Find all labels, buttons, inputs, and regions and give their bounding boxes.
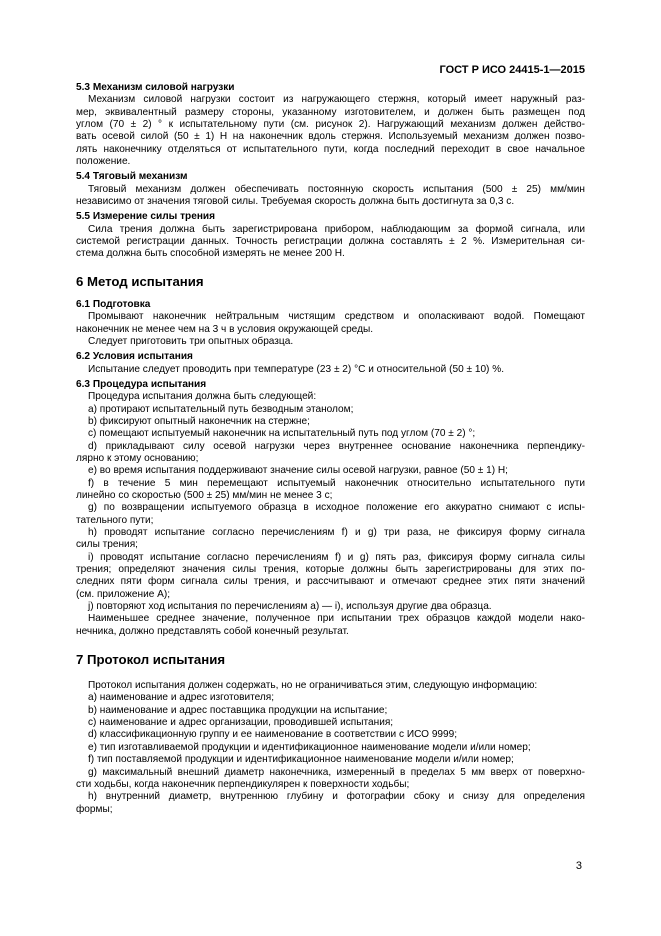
text-line: e) во время испытания поддерживают значение силы осевой нагрузки, равное (50 ± 1) Н; bbox=[88, 465, 508, 477]
document-header: ГОСТ Р ИСО 24415-1—2015 bbox=[439, 64, 585, 76]
text-line: линейно со скоростью (500 ± 25) мм/мин не менее 3 с; bbox=[76, 489, 333, 501]
section-5-4-title: 5.4 Тяговый механизм bbox=[76, 171, 188, 183]
text-line: наконечник не менее чем на 3 ч в условия окружающей среды. bbox=[76, 323, 374, 335]
text-line: нечника, должно представлять собой конечный результат. bbox=[76, 625, 349, 637]
text-line: Протокол испытания должен содержать, но не ограничиваться этим, следующую информацию: bbox=[88, 680, 538, 692]
document-body bbox=[76, 82, 585, 816]
section-6-1-title: 6.1 Подготовка bbox=[76, 298, 151, 310]
text-line: Сила трения должна быть зарегистрирована прибором, наблюдающим за формой сигнала, или bbox=[88, 223, 585, 235]
text-line: системой регистрации данных. Точность регистрации должна составлять ± 2 %. Измерительная си- bbox=[76, 236, 585, 248]
text-line: трения; определяют значения силы трения, которые должны быть зарегистрированы для этих по- bbox=[76, 564, 585, 576]
text-line: g) максимальный внешний диаметр наконечника, измеренный в пределах 5 мм вверх от поверхно- bbox=[88, 766, 585, 778]
section-5-3-body bbox=[76, 94, 585, 168]
text-line: a) протирают испытательный путь безводным этанолом; bbox=[88, 403, 354, 415]
section-6-1-body bbox=[76, 311, 585, 348]
section-6-3-title: 6.3 Процедура испытания bbox=[76, 378, 207, 390]
text-line: вать осевой силой (50 ± 1) Н на наконечник вдоль стержня. Используемый механизм должен позво- bbox=[76, 131, 585, 143]
text-line: положение. bbox=[76, 156, 131, 168]
text-line: углом (70 ± 2) ° к испытательному пути (см. рисунок 2). Нагружающий механизм должен действо- bbox=[76, 119, 585, 131]
text-line: Тяговый механизм должен обеспечивать постоянную скорость испытания (500 ± 25) мм/мин bbox=[88, 183, 585, 195]
text-line: i) проводят испытание согласно перечислениям f) и g) пять раз, фиксируя форму сигнала силы bbox=[88, 551, 585, 563]
text-line: d) классификационную группу и ее наименование в соответствии с ИСО 9999; bbox=[88, 729, 458, 741]
page-number: 3 bbox=[575, 860, 582, 872]
text-line: Испытание следует проводить при температуре (23 ± 2) °С и относительной (50 ± 10) %. bbox=[88, 363, 505, 375]
text-line: лярно к этому основанию; bbox=[76, 452, 199, 464]
text-line: j) повторяют ход испытания по перечислениям а) — i), используя другие два образца. bbox=[88, 601, 492, 613]
text-line: сти ходьбы, когда наконечник перпендикулярен к поверхности ходьбы; bbox=[76, 778, 410, 790]
text-line: f) тип поставляемой продукции и идентификационное наименование модели и/или номер; bbox=[88, 754, 514, 766]
section-5-4-body bbox=[76, 184, 585, 209]
text-line: Процедура испытания должна быть следующей: bbox=[88, 391, 317, 403]
section-5-5-body bbox=[76, 224, 585, 261]
text-line: следних пяти форм сигнала силы трения, и рассчитывают и отмечают среднее этих пяти значений bbox=[76, 576, 585, 588]
text-line: g) по возвращении испытуемого образца в исходное положение его аккуратно снимают с испы- bbox=[88, 502, 585, 514]
text-line: h) проводят испытание согласно перечислениям f) и g) три раза, не фиксируя форму сигнала bbox=[88, 527, 585, 538]
text-line: формы; bbox=[76, 803, 113, 815]
text-line: (см. приложение А); bbox=[76, 588, 171, 600]
text-line: b) фиксируют опытный наконечник на стержне; bbox=[88, 415, 310, 427]
section-6-title: 6 Метод испытания bbox=[76, 273, 204, 289]
text-line: h) внутренний диаметр, внутреннюю глубину и фотографии сбоку и снизу для определения bbox=[88, 791, 585, 803]
text-line: мер, эквивалентный размеру стороны, указанному изготовителем, и должен быть размещен под bbox=[76, 106, 585, 118]
text-line: d) прикладывают силу осевой нагрузки через внутреннее основание наконечника перпендику- bbox=[88, 440, 585, 452]
text-line: Промывают наконечник нейтральным чистящим средством и ополаскивают водой. Помещают bbox=[88, 311, 585, 323]
text-line: Механизм силовой нагрузки состоит из нагружающего стержня, который имеет наружный раз- bbox=[88, 94, 585, 106]
text-line: c) наименование и адрес организации, проводившей испытания; bbox=[88, 717, 394, 729]
section-7-title: 7 Протокол испытания bbox=[76, 652, 226, 668]
text-line: стема должна быть способной измерять не менее 200 Н. bbox=[76, 248, 345, 260]
text-line: силы трения; bbox=[76, 539, 138, 551]
text-line: независимо от значения тяговой силы. Требуемая скорость должна быть достигнута за 0,3 с. bbox=[76, 196, 515, 208]
text-line: f) в течение 5 мин перемещают испытуемый наконечник относительно испытательного пути bbox=[88, 477, 585, 489]
text-line: Следует приготовить три опытных образца. bbox=[88, 335, 294, 347]
text-line: b) наименование и адрес поставщика продукции на испытание; bbox=[88, 704, 388, 716]
text-line: e) тип изготавливаемой продукции и идентификационное наименование модели и/или номер; bbox=[88, 741, 531, 753]
section-5-3-title: 5.3 Механизм силовой нагрузки bbox=[76, 82, 235, 93]
section-7-body bbox=[76, 680, 585, 816]
section-6-2-body bbox=[76, 364, 585, 376]
text-line: а) наименование и адрес изготовителя; bbox=[88, 692, 275, 704]
text-line: тательного пути; bbox=[76, 514, 154, 526]
text-line: Наименьшее среднее значение, полученное при испытании трех образцов каждой модели нако- bbox=[88, 613, 585, 625]
section-6-2-title: 6.2 Условия испытания bbox=[76, 351, 193, 363]
section-5-5-title: 5.5 Измерение силы трения bbox=[76, 211, 216, 223]
section-6-3-body bbox=[76, 391, 585, 638]
text-line: лять наконечнику отделяться от испытательного пути, когда последний переходит в свое начальное bbox=[76, 143, 585, 155]
text-line: c) помещают испытуемый наконечник на испытательный путь под углом (70 ± 2) °; bbox=[88, 428, 476, 440]
